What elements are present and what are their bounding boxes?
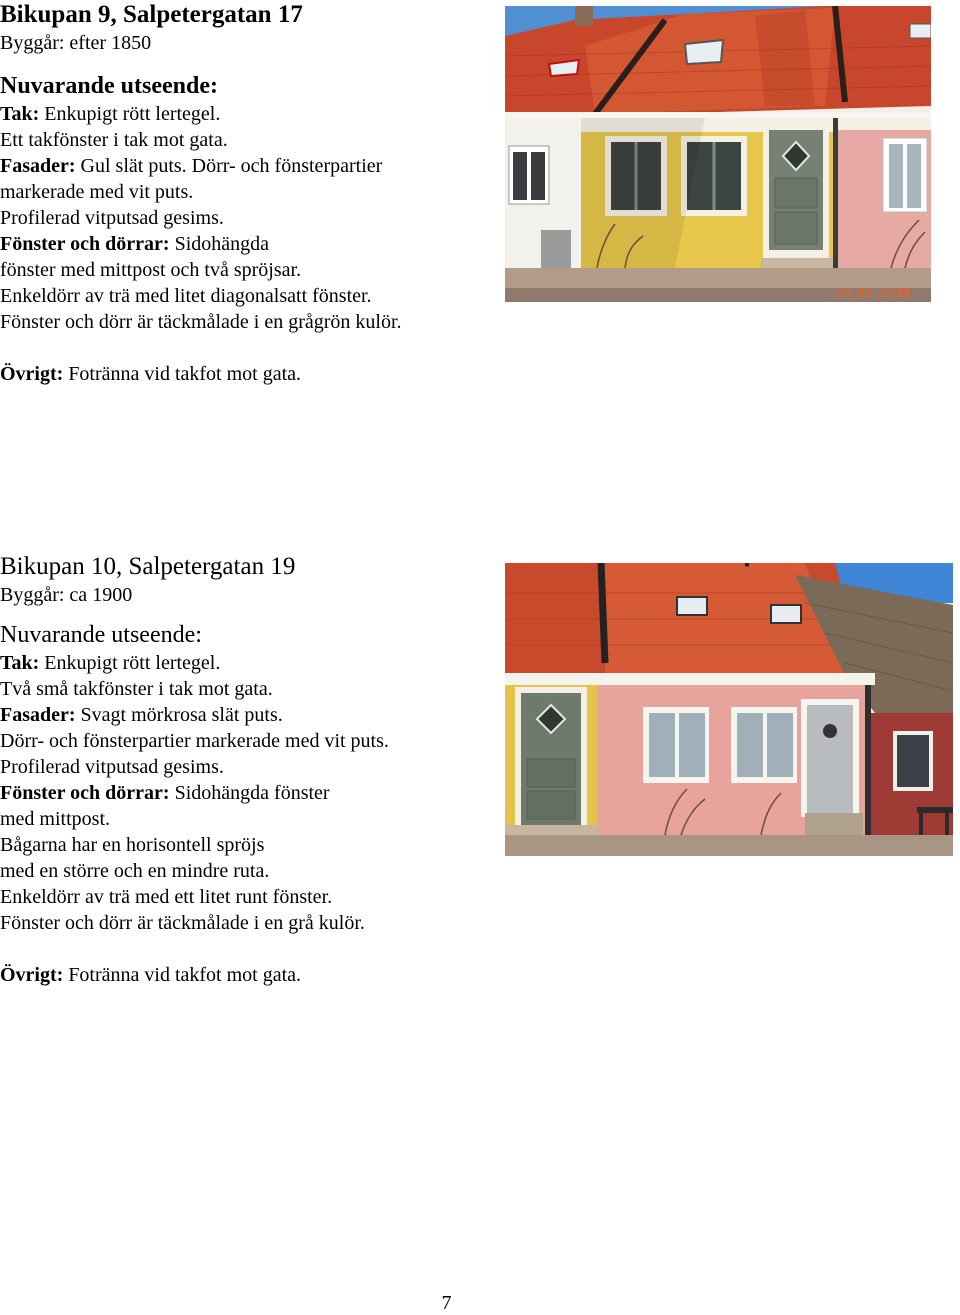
entry-bikupan-9 [0,0,500,387]
field-text: Sidohängda [169,233,270,255]
description-line [0,231,500,257]
entry-title: Bikupan 10, Salpetergatan 19 [0,553,296,580]
field-text: Profilerad vitputsad gesims. [0,756,224,778]
description-line [0,858,500,884]
description-line [0,205,500,231]
field-text: Profilerad vitputsad gesims. [0,207,224,229]
ovrigt-label: Övrigt: [0,964,64,986]
field-text: med en större och en mindre ruta. [0,860,270,882]
description-line [0,780,500,806]
description-line [0,650,500,676]
description-line [0,676,500,702]
field-text: fönster med mittpost och två spröjsar. [0,259,302,281]
entry-bikupan-10 [0,552,500,988]
house-illustration [505,563,953,856]
description-line [0,910,500,936]
description-line [0,101,500,127]
house-photo-pink [505,563,953,856]
field-text: markerade med vit puts. [0,181,194,203]
field-label: Fasader: [0,155,76,177]
description-lines [0,101,500,335]
description-line [0,728,500,754]
description-line [0,832,500,858]
description-line [0,702,500,728]
house-photo-yellow [505,6,931,302]
ovrigt-line [0,361,500,387]
field-text: Fönster och dörr är täckmålade i en grågrön kulör. [0,311,402,333]
description-line [0,309,500,335]
build-year: Byggår: efter 1850 [0,32,152,54]
field-text: Enkupigt rött lertegel. [39,103,221,125]
field-text: Två små takfönster i tak mot gata. [0,678,273,700]
description-line [0,127,500,153]
description-line [0,283,500,309]
description-line [0,806,500,832]
field-label: Fönster och dörrar: [0,233,170,255]
description-line [0,754,500,780]
description-lines [0,650,500,936]
description-line [0,884,500,910]
description-line [0,257,500,283]
field-text: Enkeldörr av trä med ett litet runt fönster. [0,886,333,908]
ovrigt-text: Fotränna vid takfot mot gata. [63,964,302,986]
field-text: Fönster och dörr är täckmålade i en grå kulör. [0,912,365,934]
field-text: Enkupigt rött lertegel. [39,652,221,674]
field-text: Gul slät puts. Dörr- och fönsterpartier [75,155,383,177]
field-text: Svagt mörkrosa slät puts. [75,704,283,726]
field-text: med mittpost. [0,808,110,830]
field-label: Tak: [0,652,40,674]
page-number: 7 [441,1292,452,1314]
description-line [0,179,500,205]
subheading: Nuvarande utseende: [0,622,202,648]
field-label: Tak: [0,103,40,125]
field-text: Ett takfönster i tak mot gata. [0,129,228,151]
house-illustration [505,6,931,302]
field-label: Fasader: [0,704,76,726]
field-label: Fönster och dörrar: [0,782,170,804]
ovrigt-label: Övrigt: [0,363,64,385]
ovrigt-text: Fotränna vid takfot mot gata. [63,363,302,385]
field-text: Sidohängda fönster [169,782,330,804]
photo-date-stamp: 04 02 2008 [835,285,911,300]
build-year: Byggår: ca 1900 [0,584,133,606]
field-text: Enkeldörr av trä med litet diagonalsatt fönster. [0,285,372,307]
field-text: Bågarna har en horisontell spröjs [0,834,265,856]
field-text: Dörr- och fönsterpartier markerade med vit puts. [0,730,389,752]
description-line [0,153,500,179]
subheading: Nuvarande utseende: [0,73,219,99]
ovrigt-line [0,962,500,988]
entry-title: Bikupan 9, Salpetergatan 17 [0,1,303,28]
